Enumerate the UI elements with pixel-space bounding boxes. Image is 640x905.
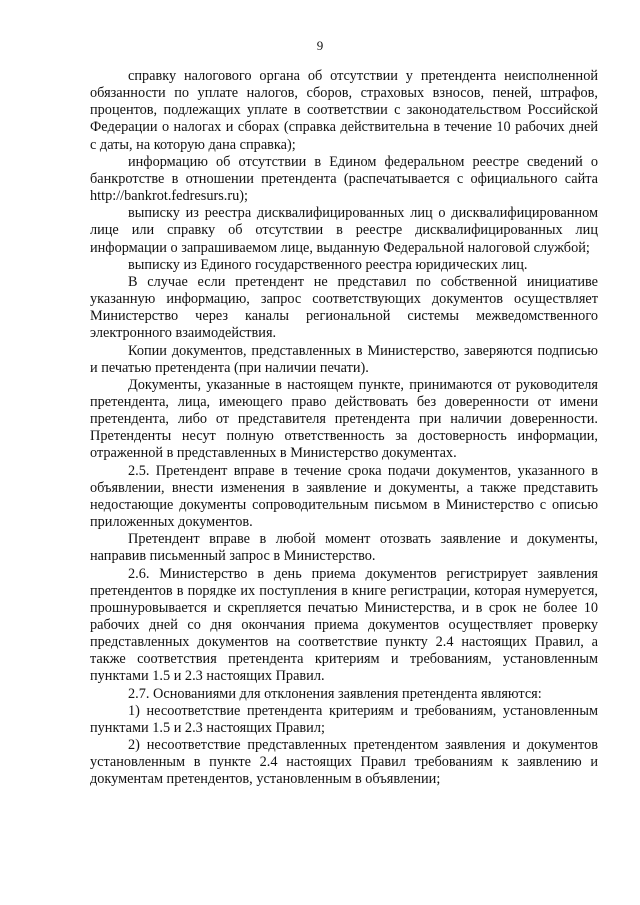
paragraph: 2.7. Основаниями для отклонения заявления претендента являются:	[128, 685, 542, 702]
paragraph: информацию об отсутствии в Едином федеральном реестре сведений о банкротстве в отношении претендента (распечатывается с официального сайта http://bankrot.fedresurs.ru);	[90, 153, 598, 205]
paragraph: В случае если претендент не представил по собственной инициативе указанную информацию, запрос соответствующих документов осуществляет Министерство через каналы региональной системы межведомственного электронного взаимодействия.	[90, 273, 598, 342]
paragraph: 2.5. Претендент вправе в течение срока подачи документов, указанного в объявлении, внести изменения в заявление и документы, а также представить недостающие документы сопроводительным письмом в Министерство с описью приложенных документов.	[90, 462, 598, 531]
paragraph: выписку из Единого государственного реестра юридических лиц.	[128, 256, 528, 273]
paragraph: Документы, указанные в настоящем пункте, принимаются от руководителя претендента, лица, имеющего право действовать без доверенности от имени претендента, либо от представителя претендента при наличии доверенности. Претенденты несут полную ответственность за достоверность информации, отраженной в представленных в Министерство документах.	[90, 376, 598, 462]
paragraph: 2) несоответствие представленных претендентом заявления и документов установленным в пункте 2.4 настоящих Правил требованиям к заявлению и документам претендентов, установленным в объявлении;	[90, 737, 598, 788]
document-body	[90, 68, 598, 789]
paragraph: Копии документов, представленных в Министерство, заверяются подписью и печатью претендента (при наличии печати).	[90, 342, 598, 376]
paragraph: 1) несоответствие претендента критериям и требованиям, установленным пунктами 1.5 и 2.3 настоящих Правил;	[90, 702, 598, 736]
page-number: 9	[316, 38, 324, 53]
paragraph: справку налогового органа об отсутствии у претендента неисполненной обязанности по уплате налогов, сборов, страховых взносов, пеней, штрафов, процентов, подлежащих уплате в соответствии с законодательством Российской Федерации о налогах и сборах (справка действительна в течение 10 рабочих дней с даты, на которую дана справка);	[90, 68, 598, 153]
paragraph: выписку из реестра дисквалифицированных лиц о дисквалифицированном лице или справку об отсутствии в реестре дисквалифицированных лиц информации о запрашиваемом лице, выданную Федеральной налоговой службой;	[90, 205, 598, 256]
paragraph: Претендент вправе в любой момент отозвать заявление и документы, направив письменный запрос в Министерство.	[90, 531, 598, 565]
paragraph: 2.6. Министерство в день приема документов регистрирует заявления претендентов в порядке их поступления в книге регистрации, которая нумеруется, прошнуровывается и скрепляется печатью Министерства, и в срок не более 10 рабочих дней со дня окончания приема документов осуществляет проверку представленных документов на соответствие пункту 2.4 настоящих Правил, а также соответствия претендента критериям и требованиям, установленным пунктами 1.5 и 2.3 настоящих Правил.	[90, 565, 598, 685]
